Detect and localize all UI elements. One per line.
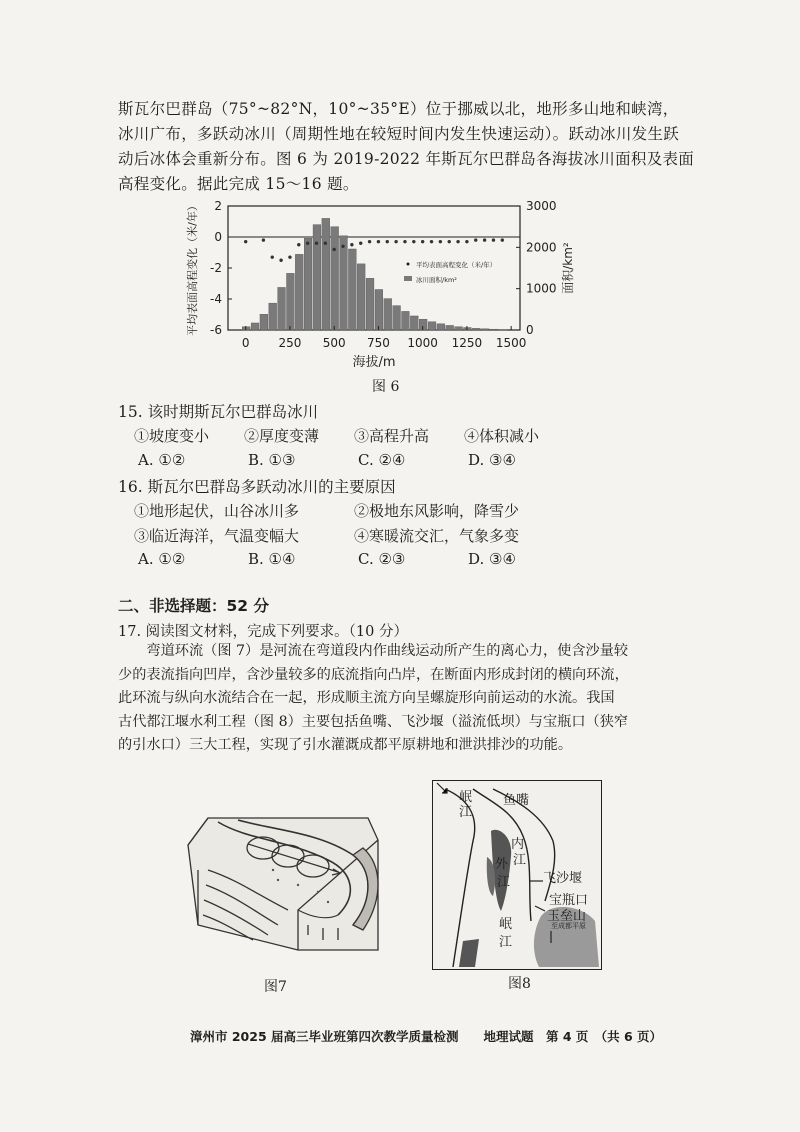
x-tick-label: 250 [278,336,302,350]
point-elevation-change [403,240,406,243]
bar-area [348,249,356,330]
x-tick-label: 1250 [451,336,483,350]
label-min-1: 岷 [459,790,473,805]
point-elevation-change [306,242,309,245]
label-feishayan: 飞沙堰 [543,871,583,886]
point-elevation-change [244,240,247,243]
point-elevation-change [359,242,362,245]
intro-line: 冰川广布，多跃动冰川（周期性地在较短时间内发生快速运动）。跃动冰川发生跃 [118,125,680,143]
legend-bar-marker [404,276,412,281]
point-elevation-change [271,255,274,258]
y-left-tick-label: -2 [210,261,222,275]
point-elevation-change [262,238,265,241]
q15-choice-b[interactable]: B. ①③ [248,451,296,469]
point-elevation-change [288,255,291,258]
q16-choice-a[interactable]: A. ①② [138,550,186,568]
bar-area [260,314,268,330]
y-right-tick-label: 3000 [526,199,557,213]
bar-area [428,322,436,330]
label-wai: 外 [495,857,509,872]
point-elevation-change [474,238,477,241]
bar-area [340,236,348,330]
material-line: 此环流与纵向水流结合在一起，形成顺主流方向呈螺旋形向前运动的水流。我国 [118,690,615,706]
y-right-axis-label: 面积/km² [561,242,575,294]
q16-choice-d[interactable]: D. ③④ [468,550,516,568]
q15-item: ③高程升高 [354,427,430,445]
bar-area [481,329,489,330]
legend-label-area: 冰川面积/km² [416,276,457,284]
x-tick-label: 500 [322,336,346,350]
point-elevation-change [501,238,504,241]
bar-area [472,328,480,330]
intro-paragraph [118,97,718,197]
legend-dot-marker [407,263,410,266]
q17-stem: 17. 阅读图文材料，完成下列要求。（10 分） [118,624,408,640]
q15-choice-a[interactable]: A. ①② [138,451,186,469]
figure-7-caption: 图7 [264,979,287,995]
point-elevation-change [279,259,282,262]
q16-item: ③临近海洋，气温变幅大 [134,527,300,545]
q16-choice-c[interactable]: C. ②③ [358,550,406,568]
bar-area [366,278,374,330]
intro-line: 斯瓦尔巴群岛（75°~82°N，10°~35°E）位于挪威以北，地形多山地和峡湾， [118,100,679,118]
label-jiang-3: 江 [497,875,511,890]
material-line: 少的表流指向凹岸，含沙量较多的底流指向凸岸，在断面内形成封闭的横向环流， [118,666,629,683]
q16-stem: 16. 斯瓦尔巴群岛多跃动冰川的主要原因 [118,478,396,496]
bar-area [278,287,286,330]
bar-area [375,289,383,330]
q15-choice-c[interactable]: C. ②④ [358,451,406,469]
x-tick-label: 0 [241,336,250,350]
bar-area [304,238,312,330]
y-left-tick-label: 2 [214,199,222,213]
q15-item: ②厚度变薄 [244,427,320,445]
bar-area [402,311,410,330]
label-jiang-4: 江 [499,935,513,950]
legend-label-elevation: 平均表面高程变化（米/年） [416,261,497,269]
bar-area [490,329,498,330]
q15-choice-d[interactable]: D. ③④ [468,451,516,469]
label-yuzui: 鱼嘴 [503,793,530,808]
bar-area [410,316,418,330]
page-footer: 漳州市 2025 届高三毕业班第四次教学质量检测 地理试题 第 4 页 （共 6 页） [190,1029,663,1044]
bar-area [251,323,259,330]
point-elevation-change [448,240,451,243]
figure-7-bend-circulation-diagram [178,800,386,970]
point-elevation-change [315,242,318,245]
figure-6-chart [180,198,580,398]
point-elevation-change [412,240,415,243]
x-tick-label: 750 [366,336,390,350]
label-jiang-2: 江 [513,853,527,868]
q16-choice-b[interactable]: B. ①④ [248,550,296,568]
q16-item: ②极地东风影响，降雪少 [354,502,520,520]
point-elevation-change [430,240,433,243]
material-line: 弯道环流（图 7）是河流在弯道段内作曲线运动所产生的离心力，使含沙量较 [118,643,629,659]
intro-line: 高程变化。据此完成 15～16 题。 [118,175,359,193]
bar-area [384,299,392,330]
point-elevation-change [377,240,380,243]
q15-item: ①坡度变小 [134,427,210,445]
bar-area [287,273,295,330]
point-elevation-change [324,242,327,245]
y-right-tick-label: 2000 [526,240,557,255]
x-axis-label: 海拔/m [352,355,396,370]
point-elevation-change [297,243,300,246]
bar-area [455,327,463,330]
figure-8-dujiangyan-map [432,780,602,970]
bar-area [331,227,339,330]
point-elevation-change [368,240,371,243]
x-tick-label: 1500 [495,336,527,350]
bar-area [295,254,303,330]
section-heading: 二、非选择题：52 分 [118,597,269,615]
y-left-tick-label: -4 [210,292,222,306]
material-line: 古代都江堰水利工程（图 8）主要包括鱼嘴、飞沙堰（溢流低坝）与宝瓶口（狭窄 [118,713,629,730]
q15-item: ④体积减小 [464,427,540,445]
point-elevation-change [483,238,486,241]
point-elevation-change [421,240,424,243]
point-elevation-change [456,240,459,243]
label-yuleishan: 玉垒山 [547,909,587,924]
y-right-tick-label: 0 [526,323,534,337]
bar-area [357,264,365,330]
point-elevation-change [492,238,495,241]
y-right-tick-label: 1000 [526,281,557,296]
x-tick-label: 1000 [407,336,438,350]
bar-area [437,324,445,330]
q16-item: ④寒暖流交汇，气象多变 [354,527,520,545]
bar-area [393,306,401,330]
y-left-tick-label: -6 [210,323,222,337]
bar-area [446,325,454,330]
label-chengdu: 至成都平原 [551,922,586,930]
figure-8-caption: 图8 [508,976,531,992]
bar-area [322,218,330,330]
y-left-tick-label: 0 [214,230,222,244]
y-left-axis-label: 平均表面高程变化（米/年） [186,200,199,336]
intro-line: 动后冰体会重新分布。图 6 为 2019-2022 年斯瓦尔巴群岛各海拔冰川面积及表面 [118,150,695,168]
bar-area [269,303,277,330]
q15-stem: 15. 该时期斯瓦尔巴群岛冰川 [118,403,319,421]
label-nei: 内 [511,837,525,852]
point-elevation-change [332,248,335,251]
label-baopingkou: 宝瓶口 [549,893,589,908]
point-elevation-change [465,240,468,243]
point-elevation-change [350,243,353,246]
point-elevation-change [341,245,344,248]
label-min-2: 岷 [499,917,513,932]
q17-material [118,640,738,758]
q16-item: ①地形起伏，山谷冰川多 [134,502,300,520]
material-line: 的引水口）三大工程，实现了引水灌溉成都平原耕地和泄洪排沙的功能。 [118,737,573,753]
figure-6-caption: 图 6 [372,379,400,395]
point-elevation-change [386,240,389,243]
point-elevation-change [394,240,397,243]
point-elevation-change [439,240,442,243]
label-jiang-1: 江 [459,805,473,820]
bar-area [313,225,321,330]
